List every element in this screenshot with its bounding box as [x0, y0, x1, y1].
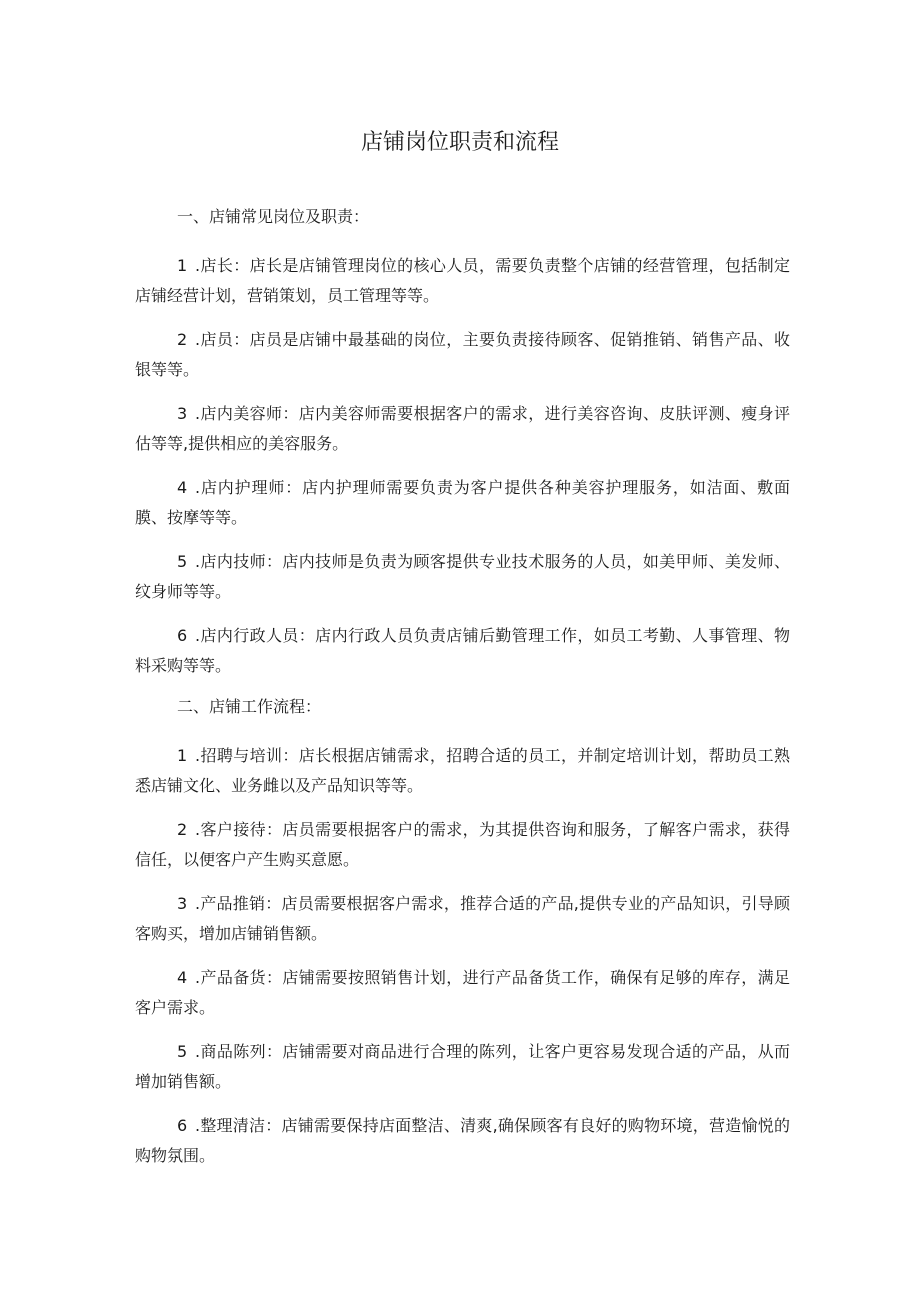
item-number: 6 — [177, 1116, 188, 1135]
item-text: .整理清洁：店铺需要保持店面整洁、清爽,确保顾客有良好的购物环境，营造愉悦的购物氛围。 — [135, 1116, 790, 1165]
item-text: .产品推销：店员需要根据客户需求，推荐合适的产品,提供专业的产品知识，引导顾客购买，增加店铺销售额。 — [135, 894, 790, 943]
document-title: 店铺岗位职责和流程 — [360, 130, 559, 155]
section-2-item-6 — [135, 1111, 790, 1171]
item-text: .店内护理师：店内护理师需要负责为客户提供各种美容护理服务，如洁面、敷面膜、按摩等等。 — [135, 478, 790, 527]
item-number: 3 — [177, 404, 188, 423]
section-2-item-4 — [135, 963, 790, 1023]
item-number: 5 — [177, 1042, 188, 1061]
section-2-item-5 — [135, 1037, 790, 1097]
item-number: 5 — [177, 552, 188, 571]
document-body — [135, 205, 790, 1185]
item-number: 4 — [177, 478, 188, 497]
section-2-item-3 — [135, 889, 790, 949]
item-number: 2 — [177, 330, 188, 349]
section-2-heading: 二、店铺工作流程： — [177, 697, 322, 716]
section-2-item-1 — [135, 741, 790, 801]
section-1-heading: 一、店铺常见岗位及职责： — [177, 207, 370, 226]
item-number: 4 — [177, 968, 188, 987]
item-number: 6 — [177, 626, 188, 645]
section-1-item-6 — [135, 621, 790, 681]
item-text: .店内技师：店内技师是负责为顾客提供专业技术服务的人员，如美甲师、美发师、纹身师等等。 — [135, 552, 790, 601]
item-number: 3 — [177, 894, 188, 913]
section-1-item-1 — [135, 251, 790, 311]
item-text: .招聘与培训：店长根据店铺需求，招聘合适的员工，并制定培训计划，帮助员工熟悉店铺文化、业务雌以及产品知识等等。 — [135, 746, 790, 795]
section-1-item-5 — [135, 547, 790, 607]
item-text: .商品陈列：店铺需要对商品进行合理的陈列，让客户更容易发现合适的产品，从而增加销售额。 — [135, 1042, 790, 1091]
item-text: .店内美容师：店内美容师需要根据客户的需求，进行美容咨询、皮肤评测、瘦身评估等等,提供相应的美容服务。 — [135, 404, 790, 453]
item-text: .店员：店员是店铺中最基础的岗位，主要负责接待顾客、促销推销、销售产品、收银等等。 — [135, 330, 790, 379]
section-1-item-4 — [135, 473, 790, 533]
item-number: 2 — [177, 820, 188, 839]
section-1-item-3 — [135, 399, 790, 459]
section-1-item-2 — [135, 325, 790, 385]
section-2-item-2 — [135, 815, 790, 875]
item-text: .产品备货：店铺需要按照销售计划，进行产品备货工作，确保有足够的库存，满足客户需求。 — [135, 968, 790, 1017]
item-text: .客户接待：店员需要根据客户的需求，为其提供咨询和服务，了解客户需求，获得信任，以便客户产生购买意愿。 — [135, 820, 790, 869]
item-number: 1 — [177, 256, 188, 275]
item-number: 1 — [177, 746, 188, 765]
item-text: .店内行政人员：店内行政人员负责店铺后勤管理工作，如员工考勤、人事管理、物料采购等等。 — [135, 626, 790, 675]
item-text: .店长：店长是店铺管理岗位的核心人员，需要负责整个店铺的经营管理，包括制定店铺经营计划，营销策划，员工管理等等。 — [135, 256, 790, 305]
